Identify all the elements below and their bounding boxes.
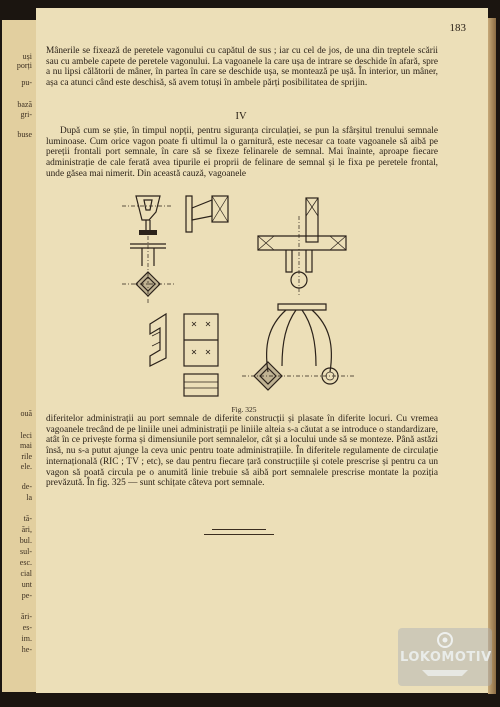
- drawing-holder-side-view: [186, 196, 228, 232]
- margin-fragment: bază: [17, 100, 32, 109]
- end-rule-bottom: [204, 534, 274, 535]
- margin-fragment: pe-: [21, 591, 32, 600]
- rail-icon: [418, 668, 472, 678]
- page-number: 183: [449, 22, 466, 34]
- page-edge: [488, 18, 496, 694]
- figure-caption: Fig. 325: [231, 405, 257, 414]
- margin-fragment: mai: [20, 441, 32, 450]
- drawing-socket-with-lamp-base: [122, 236, 174, 304]
- drawing-lamp-holder-stand: [242, 304, 356, 390]
- section-heading: IV: [235, 111, 247, 122]
- margin-fragment: es-: [22, 623, 32, 632]
- margin-fragment: im.: [21, 634, 32, 643]
- margin-fragment: la: [26, 493, 32, 502]
- paragraph-standardization: diferitelor administrații au port semnale de diferite construcții și plasate în diferite locuri. Cu vremea vagoanele trecând de pe liniile unei administrații pe liniile alteia s-a căutat a se introduce o standardizare, atât în ce privește forma și dimensiunile port semnalelor, cât și a locului unde să se monteze. Până astăzi însă, nu s-a putut ajunge la ceva unic pentru toate administrațiile. În diferitele regulamente de circulație internațională (RIC ; TV ; etc), se dau pentru fiecare țară construcțiile și cotele prescrise și pentru ca un vagon să poată circula pe o anumită linie trebuie să aibă port semnalele prescrise montate la poziția prevăzută. În fig. 325 — sunt schițate câteva port semnale.: [46, 414, 438, 489]
- drawing-holder-front-view: [122, 196, 172, 235]
- margin-fragment: bul.: [19, 536, 32, 545]
- end-rule-top: [212, 529, 266, 530]
- drawing-mounting-plate: [184, 314, 218, 396]
- margin-fragment: sul-: [20, 547, 32, 556]
- paragraph-handles: Mânerile se fixează de peretele vagonului cu capătul de sus ; iar cu cel de jos, de una din treptele scării sau cu ambele capete de peretele vagonului. La vagoanele la care ușa de intrare se deschide în afară, spre a nu lipsi călătorii de mâner, în partea în care se deschide ușa, se montează pe ușă. În interior, un mâner, așa ca atunci când este deschisă, să avem totuși în ambele părți posibilitatea de sprijin.: [46, 46, 438, 89]
- margin-fragment: uși: [22, 52, 32, 61]
- margin-fragment: rile: [21, 452, 32, 461]
- locomotive-wheel-icon: [435, 631, 455, 649]
- margin-fragment: leci: [20, 431, 32, 440]
- margin-fragment: ele.: [20, 462, 32, 471]
- book-page: [36, 8, 492, 693]
- watermark-text: LOKOMOTIV: [400, 650, 492, 665]
- drawing-bracket-profile: [150, 314, 166, 366]
- margin-fragment: ouă: [20, 409, 32, 418]
- margin-fragment: buse: [17, 130, 32, 139]
- margin-fragment: tă-: [23, 514, 32, 523]
- paragraph-signal-lamps: După cum se știe, în timpul nopții, pentru siguranța circulației, se pun la sfârșitul trenului semnale luminoase. Cum orice vagon poate fi ultimul la o garnitură, este necesar ca toate vagoanele să aibă pe pereții frontali port semnale, în care să se fixeze felinarele de semnal. Mai înainte, aproape fiecare administrație de cale ferată avea tipurile ei proprii de felinare de semnal și le fixa pe peretele frontal, unde găsea mai nimerit. Din această cauză, vagoanele: [46, 126, 438, 179]
- drawing-lamp-holder-large: [258, 198, 346, 296]
- margin-fragment: unt: [21, 580, 32, 589]
- margin-fragment: esc.: [19, 558, 32, 567]
- margin-fragment: he-: [21, 645, 32, 654]
- margin-fragment: ări-: [20, 612, 32, 621]
- lokomotiv-watermark: [398, 628, 492, 686]
- signal-holder-drawings: [116, 186, 366, 404]
- margin-fragment: pu-: [21, 78, 32, 87]
- margin-fragment: ări,: [21, 525, 32, 534]
- left-page-edge: [2, 20, 37, 692]
- margin-fragment: porți: [16, 61, 32, 70]
- margin-fragment: de-: [21, 482, 32, 491]
- margin-fragment: cial: [20, 569, 32, 578]
- margin-fragment: gri-: [20, 110, 32, 119]
